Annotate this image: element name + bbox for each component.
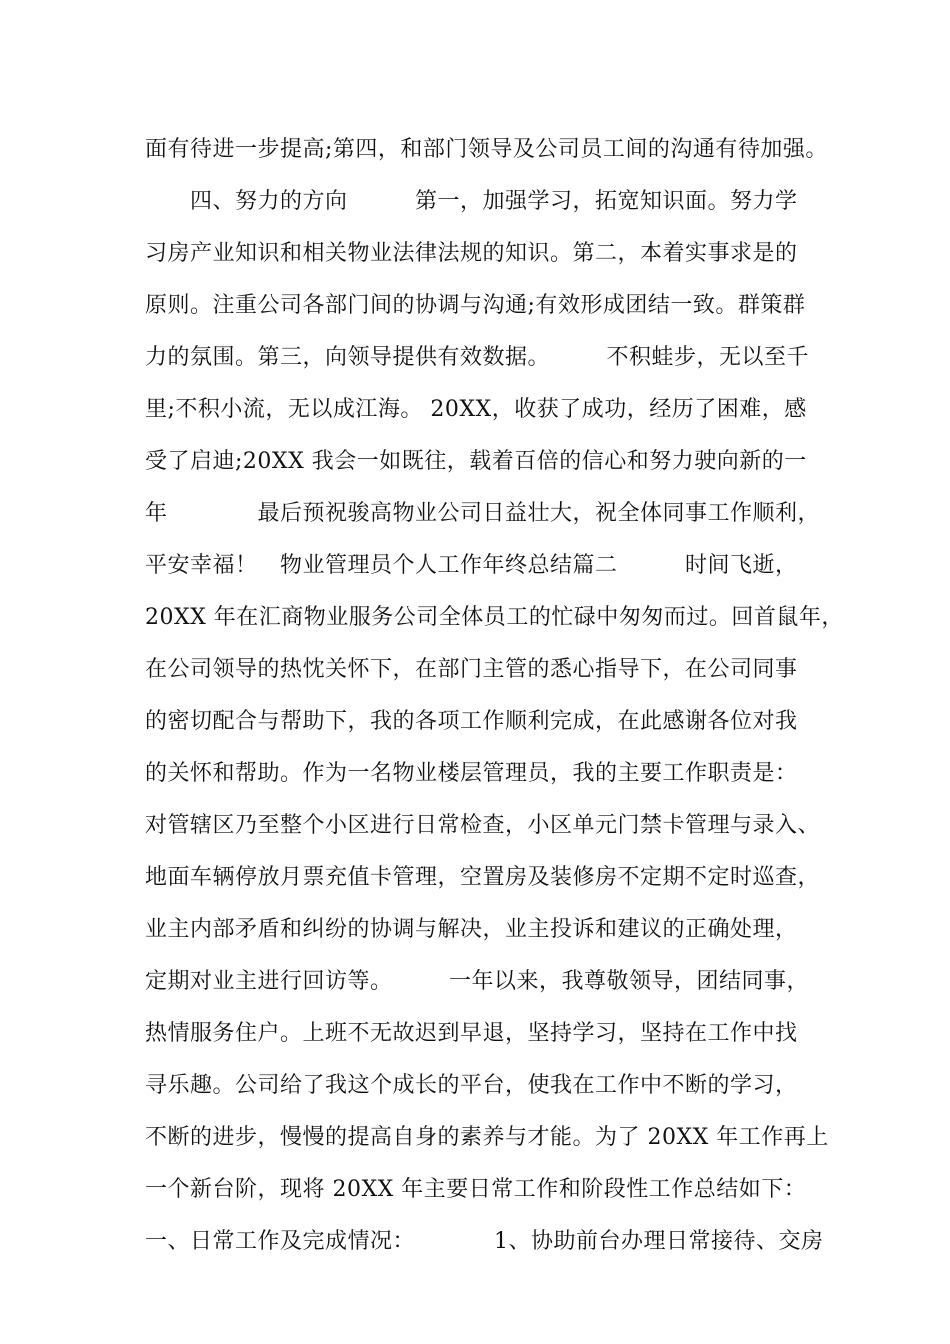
text-line: 平安幸福！ 物业管理员个人工作年终总结篇二 时间飞逝， bbox=[145, 553, 798, 578]
text-line: 一、日常工作及完成情况： 1、协助前台办理日常接待、交房 bbox=[145, 1229, 824, 1254]
text-line: 一个新台阶，现将 20XX 年主要日常工作和阶段性工作总结如下： bbox=[145, 1177, 807, 1202]
text-line: 原则。注重公司各部门间的协调与沟通;有效形成团结一致。群策群 bbox=[145, 293, 806, 318]
text-line: 习房产业知识和相关物业法律法规的知识。第二，本着实事求是的 bbox=[145, 241, 798, 266]
text-line: 热情服务住户。上班不无故迟到早退，坚持学习，坚持在工作中找 bbox=[145, 1021, 798, 1046]
text-line: 力的氛围。第三，向领导提供有效数据。 不积蛙步，无以至千 bbox=[145, 345, 810, 370]
body-text bbox=[145, 124, 844, 1268]
text-line: 受了启迪;20XX 我会一如既往，载着百倍的信心和努力驶向新的一 bbox=[145, 449, 807, 474]
text-line: 地面车辆停放月票充值卡管理，空置房及装修房不定期不定时巡查， bbox=[145, 865, 821, 890]
text-line: 的关怀和帮助。作为一名物业楼层管理员，我的主要工作职责是： bbox=[145, 761, 798, 786]
text-line: 年 最后预祝骏高物业公司日益壮大，祝全体同事工作顺利， bbox=[145, 501, 821, 526]
text-line: 业主内部矛盾和纠纷的协调与解决，业主投诉和建议的正确处理， bbox=[145, 917, 798, 942]
text-line: 定期对业主进行回访等。 一年以来，我尊敬领导，团结同事， bbox=[145, 969, 810, 994]
text-line: 的密切配合与帮助下，我的各项工作顺利完成，在此感谢各位对我 bbox=[145, 709, 798, 734]
text-line: 在公司领导的热忱关怀下，在部门主管的悉心指导下，在公司同事 bbox=[145, 657, 798, 682]
text-line: 寻乐趣。公司给了我这个成长的平台，使我在工作中不断的学习， bbox=[145, 1073, 798, 1098]
text-line: 对管辖区乃至整个小区进行日常检查，小区单元门禁卡管理与录入、 bbox=[145, 813, 821, 838]
text-line: 里;不积小流，无以成江海。 20XX，收获了成功，经历了困难，感 bbox=[145, 397, 807, 422]
text-line: 面有待进一步提高;第四，和部门领导及公司员工间的沟通有待加强。 bbox=[145, 137, 828, 162]
text-line: 20XX 年在汇商物业服务公司全体员工的忙碌中匆匆而过。回首鼠年， bbox=[145, 605, 844, 630]
text-line: 不断的进步，慢慢的提高自身的素养与才能。为了 20XX 年工作再上 bbox=[145, 1125, 829, 1150]
text-line: 四、努力的方向 第一，加强学习，拓宽知识面。努力学 bbox=[145, 189, 798, 214]
